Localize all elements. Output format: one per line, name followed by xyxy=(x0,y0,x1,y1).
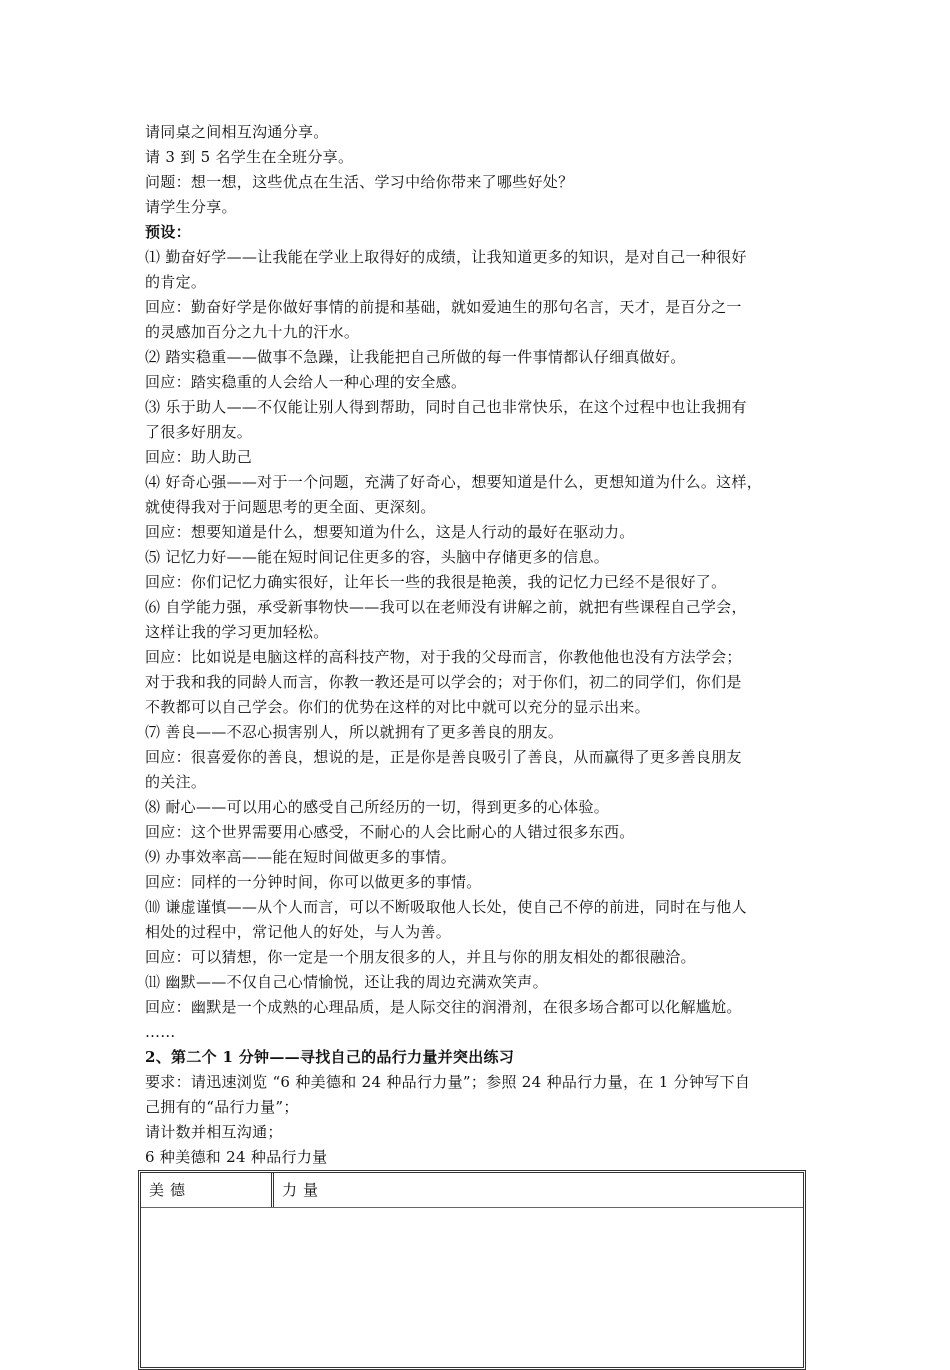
document-body xyxy=(145,120,825,1170)
text-line: ⑴ 勤奋好学——让我能在学业上取得好的成绩，让我知道更多的知识，是对自己一种很好 xyxy=(145,248,747,266)
text-line: 回应：很喜爱你的善良，想说的是，正是你是善良吸引了善良，从而赢得了更多善良朋友 xyxy=(145,748,742,766)
text-line: …… xyxy=(145,1023,176,1041)
text-line: ⑸ 记忆力好——能在短时间记住更多的容，头脑中存储更多的信息。 xyxy=(145,548,610,566)
text-line: ⑼ 办事效率高——能在短时间做更多的事情。 xyxy=(145,848,457,866)
virtues-table xyxy=(138,1170,806,1370)
text-line: 请计数并相互沟通； xyxy=(145,1123,283,1141)
text-line: 的肯定。 xyxy=(145,273,207,291)
text-line: 回应：勤奋好学是你做好事情的前提和基础，就如爱迪生的那句名言，天才，是百分之一 xyxy=(145,298,742,316)
text-line: ⑺ 善良——不忍心损害别人，所以就拥有了更多善良的朋友。 xyxy=(145,723,564,741)
text-line: 回应：幽默是一个成熟的心理品质，是人际交往的润滑剂，在很多场合都可以化解尴尬。 xyxy=(145,998,742,1016)
text-line: ⑹ 自学能力强，承受新事物快——我可以在老师没有讲解之前，就把有些课程自己学会， xyxy=(145,598,747,616)
text-line: 回应：可以猜想，你一定是一个朋友很多的人，并且与你的朋友相处的都很融洽。 xyxy=(145,948,696,966)
section-heading: 预设： xyxy=(145,223,191,241)
text-line: 了很多好朋友。 xyxy=(145,423,253,441)
text-line: 相处的过程中，常记他人的好处，与人为善。 xyxy=(145,923,452,941)
text-line: ⑶ 乐于助人——不仅能让别人得到帮助，同时自己也非常快乐，在这个过程中也让我拥有 xyxy=(145,398,747,416)
text-line: 问题：想一想，这些优点在生活、学习中给你带来了哪些好处？ xyxy=(145,173,574,191)
text-line: 请学生分享。 xyxy=(145,198,237,216)
table-header-virtue: 美德 xyxy=(141,1173,274,1207)
text-line: ⑷ 好奇心强——对于一个问题，充满了好奇心，想要知道是什么，更想知道为什么。这样， xyxy=(145,473,763,491)
text-line: ⑽ 谦虚谨慎——从个人而言，可以不断吸取他人长处，使自己不停的前进，同时在与他人 xyxy=(145,898,747,916)
text-line: 回应：踏实稳重的人会给人一种心理的安全感。 xyxy=(145,373,467,391)
text-line: 回应：这个世界需要用心感受，不耐心的人会比耐心的人错过很多东西。 xyxy=(145,823,635,841)
text-line: 的关注。 xyxy=(145,773,207,791)
text-line: ⑾ 幽默——不仅自己心情愉悦，还让我的周边充满欢笑声。 xyxy=(145,973,548,991)
text-line: 的灵感加百分之九十九的汗水。 xyxy=(145,323,360,341)
text-line: ⑻ 耐心——可以用心的感受自己所经历的一切，得到更多的心体验。 xyxy=(145,798,610,816)
text-line: 回应：比如说是电脑这样的高科技产物，对于我的父母而言，你教他他也没有方法学会； xyxy=(145,648,742,666)
text-line: 不教都可以自己学会。你们的优势在这样的对比中就可以充分的显示出来。 xyxy=(145,698,650,716)
text-line: 己拥有的“品行力量”； xyxy=(145,1098,299,1116)
table-header-power: 力量 xyxy=(282,1181,325,1199)
text-line: 6 种美德和 24 种品行力量 xyxy=(145,1148,328,1166)
text-line: 回应：助人助己 xyxy=(145,448,253,466)
text-line: 回应：同样的一分钟时间，你可以做更多的事情。 xyxy=(145,873,482,891)
section-heading: 2、第二个 1 分钟——寻找自己的品行力量并突出练习 xyxy=(145,1048,515,1066)
text-line: 对于我和我的同龄人而言，你教一教还是可以学会的；对于你们，初二的同学们，你们是 xyxy=(145,673,742,691)
text-line: ⑵ 踏实稳重——做事不急躁，让我能把自己所做的每一件事情都认仔细真做好。 xyxy=(145,348,686,366)
text-line: 请同桌之间相互沟通分享。 xyxy=(145,123,329,141)
text-line: 请 3 到 5 名学生在全班分享。 xyxy=(145,148,354,166)
table-header-row xyxy=(141,1173,803,1208)
text-line: 回应：你们记忆力确实很好，让年长一些的我很是艳羡，我的记忆力已经不是很好了。 xyxy=(145,573,727,591)
text-line: 要求：请迅速浏览 “6 种美德和 24 种品行力量”；参照 24 种品行力量，在 1 分钟写下自 xyxy=(145,1073,751,1091)
text-line: 就使得我对于问题思考的更全面、更深刻。 xyxy=(145,498,436,516)
text-line: 这样让我的学习更加轻松。 xyxy=(145,623,329,641)
text-line: 回应：想要知道是什么，想要知道为什么，这是人行动的最好在驱动力。 xyxy=(145,523,635,541)
